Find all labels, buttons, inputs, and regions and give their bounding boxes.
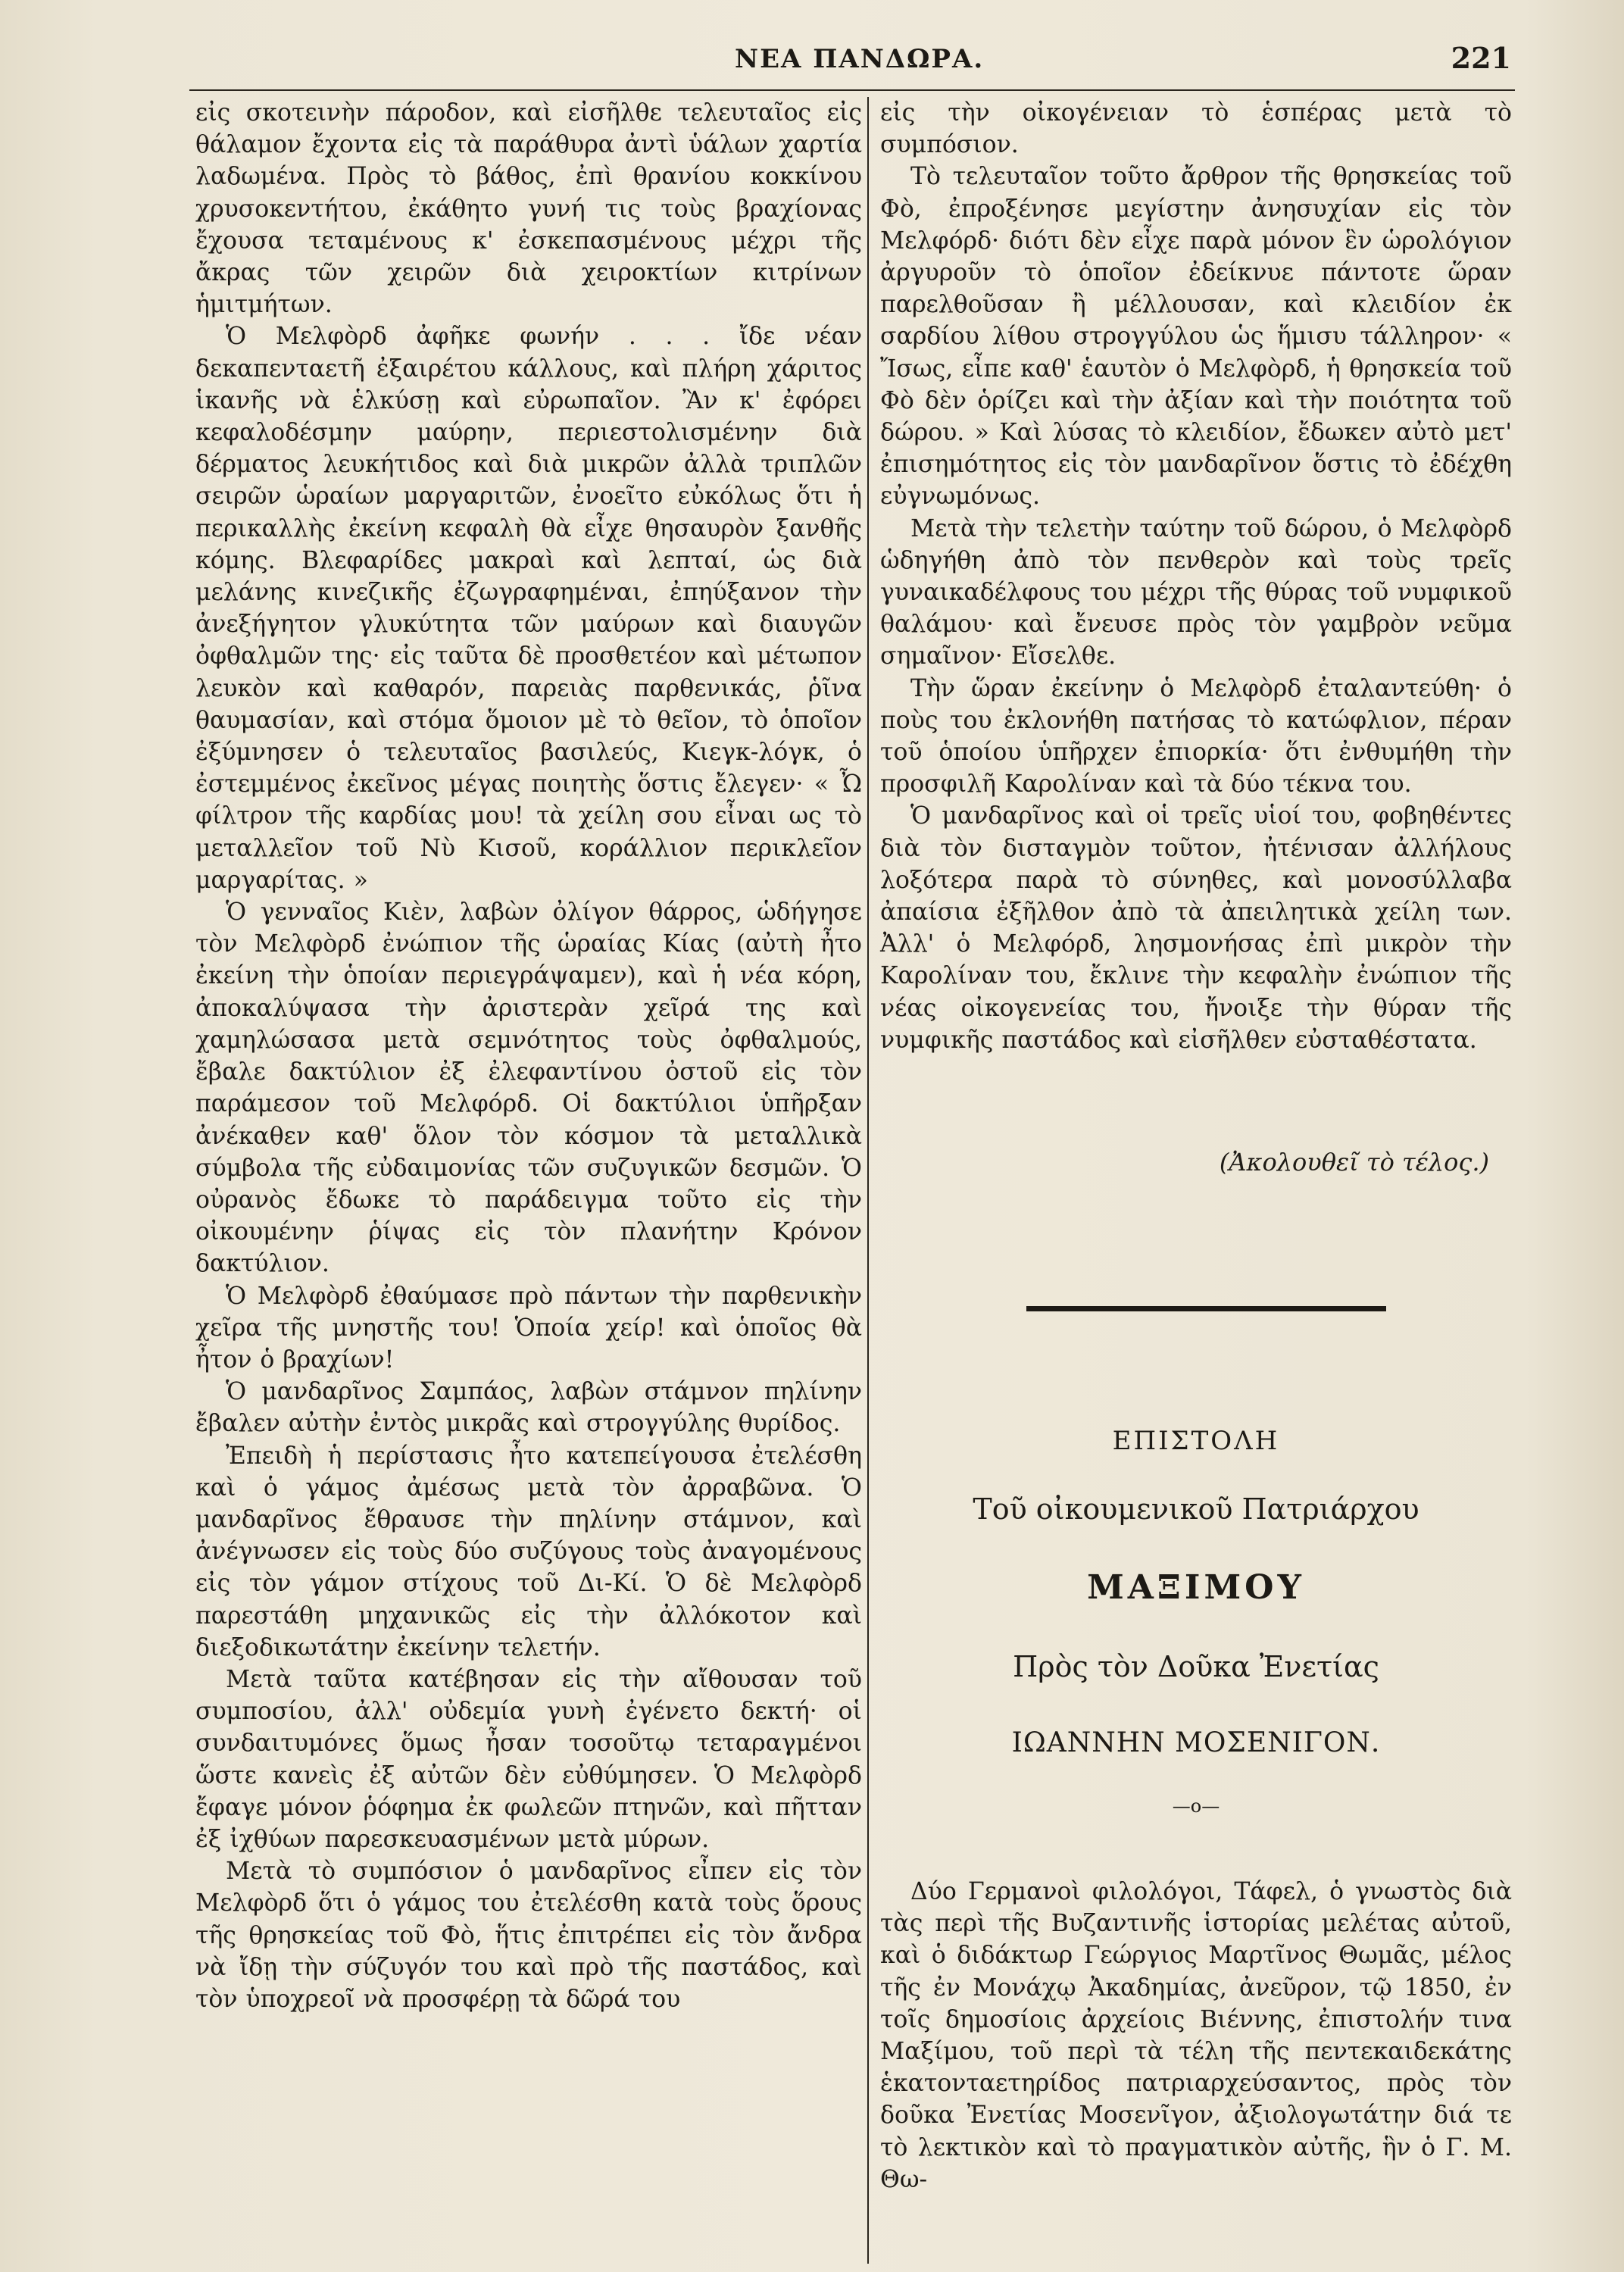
letter-intro bbox=[880, 1876, 1512, 2195]
paragraph: Μετὰ τὴν τελετὴν ταύτην τοῦ δώρου, ὁ Μελφὸρδ ὡδηγήθη ἀπὸ τὸν πενθερὸν καὶ τοὺς τρεῖς γυναικαδέλφους του μέχρι τῆς θύρας τοῦ νυμφικοῦ θαλάμου· καὶ ἔνευσε πρὸς τὸν γαμβρὸν νεῦμα σημαῖνον· Εἴσελθε. bbox=[880, 514, 1512, 670]
paragraph: Τὸ τελευταῖον τοῦτο ἄρθρον τῆς θρησκείας τοῦ Φὸ, ἐπροξένησε μεγίστην ἀνησυχίαν εἰς τὸν Μελφόρδ· διότι δὲν εἶχε παρὰ μόνον ἓν ὡρολόγιον ἀργυροῦν τὸ ὁποῖον ἐδείκνυε πάντοτε ὥραν παρελθοῦσαν ἢ μέλλουσαν, καὶ κλειδίον ἐκ σαρδίου λίθου στρογγύλου ὡς ἥμισυ τάλληρον· « Ἴσως, εἶπε καθ' ἑαυτὸν ὁ Μελφὸρδ, ἡ θρησκεία τοῦ Φὸ δὲν ὁρίζει καὶ τὴν ἀξίαν καὶ τὴν ποιότητα τοῦ δώρου. » Καὶ λύσας τὸ κλειδίον, ἔδωκεν αὐτὸ μετ' ἐπισημότητος εἰς τὸν μανδαρῖνον ὅστις τὸ ἐδέχθη εὐγνωμόνως. bbox=[880, 163, 1512, 511]
paragraph: Ὁ μανδαρῖνος καὶ οἱ τρεῖς υἱοί του, φοβηθέντες διὰ τὸν δισταγμὸν τοῦτον, ἠτένισαν ἀλλήλους λοξότερα παρὰ τὸ σύνηθες, καὶ μονοσύλλαβα ἀπαίσια ἐξῆλθον ἀπὸ τὰ ἀπειλητικὰ χείλη των. Ἀλλ' ὁ Μελφόρδ, λησμονήσας ἐπὶ μικρὸν τὴν Καρολίναν του, ἔκλινε τὴν κεφαλὴν ἐνώπιον τῆς νέας οἰκογενείας του, ἤνοιξε τὴν θύραν τῆς νυμφικῆς παστάδος καὶ εἰσῆλθεν εὐσταθέστατα. bbox=[880, 802, 1512, 1054]
paragraph: εἰς τὴν οἰκογένειαν τὸ ἑσπέρας μετὰ τὸ συμπόσιον. bbox=[880, 99, 1512, 159]
letter-heading-name: ΜΑΞΙΜΟΥ bbox=[1087, 1568, 1305, 1607]
paragraph: εἰς σκοτεινὴν πάροδον, καὶ εἰσῆλθε τελευταῖος εἰς θάλαμον ἔχοντα εἰς τὰ παράθυρα ἀντὶ ὑάλων χαρτία λαδωμένα. Πρὸς τὸ βάθος, ἐπὶ θρανίου κοκκίνου χρυσοκεντήτου, ἐκάθητο γυνή τις τοὺς βραχίονας ἔχουσα τεταμένους κ' ἐσκεπασμένους μέχρι τῆς ἄκρας τῶν χειρῶν διὰ χειροκτίων κιτρίνων ἡμιτμήτων. bbox=[195, 99, 862, 319]
running-title: ΝΕΑ ΠΑΝΔΩΡΑ. bbox=[735, 44, 985, 74]
paragraph: Ὁ Μελφὸρδ ἐθαύμασε πρὸ πάντων τὴν παρθενικὴν χεῖρα τῆς μνηστῆς του! Ὁποία χείρ! καὶ ὁποῖος θὰ ἦτον ὁ βραχίων! bbox=[195, 1282, 862, 1374]
page-header bbox=[189, 41, 1511, 89]
paragraph: Μετὰ τὸ συμπόσιον ὁ μανδαρῖνος εἶπεν εἰς τὸν Μελφὸρδ ὅτι ὁ γάμος του ἐτελέσθη κατὰ τοὺς ὅρους τῆς θρησκείας τοῦ Φὸ, ἥτις ἐπιτρέπει εἰς τὸν ἄνδρα νὰ ἴδῃ τὴν σύζυγόν του καὶ πρὸ τῆς παστάδος, καὶ τὸν ὑποχρεοῖ νὰ προσφέρῃ τὰ δῶρά του bbox=[195, 1858, 862, 2013]
letter-heading-to: Πρὸς τὸν Δοῦκα Ἐνετίας bbox=[1013, 1650, 1379, 1683]
paragraph: Ὁ γενναῖος Κιὲν, λαβὼν ὀλίγον θάρρος, ὡδήγησε τὸν Μελφὸρδ ἐνώπιον τῆς ὡραίας Κίας (αὐτὴ ἦτο ἐκείνη τὴν ὁποίαν περιεγράψαμεν), καὶ ἡ νέα κόρη, ἀποκαλύψασα τὴν ἀριστερὰν χεῖρά της καὶ χαμηλώσασα μετὰ σεμνότητος τοὺς ὀφθαλμούς, ἔβαλε δακτύλιον ἐξ ἐλεφαντίνου ὀστοῦ εἰς τὸν παράμεσον τοῦ Μελφόρδ. Οἱ δακτύλιοι ὑπῆρξαν ἀνέκαθεν καθ' ὅλον τὸν κόσμον τὰ μεταλλικὰ σύμβολα τῆς εὐδαιμονίας τῶν συζυγικῶν δεσμῶν. Ὁ οὐρανὸς ἔδωκε τὸ παράδειγμα τοῦτο εἰς τὴν οἰκουμένην ῥίψας εἰς τὸν πλανήτην Κρόνον δακτύλιον. bbox=[195, 898, 862, 1278]
ornament-mark: —o— bbox=[1172, 1795, 1220, 1817]
letter-heading-word: ΕΠΙΣΤΟΛΗ bbox=[1112, 1426, 1280, 1456]
page-number: 221 bbox=[1451, 41, 1511, 75]
paragraph: Ἐπειδὴ ἡ περίστασις ἦτο κατεπείγουσα ἐτελέσθη καὶ ὁ γάμος ἀμέσως μετὰ τὸν ἀρραβῶνα. Ὁ μανδαρῖνος ἔθραυσε τὴν πηλίνην στάμνον, καὶ ἀνέγνωσεν εἰς τοὺς δύο συζύγους τοὺς ἀναγομένους εἰς τὸν γάμον στίχους τοῦ Δι-Κί. Ὁ δὲ Μελφὸρδ παρεστάθη μηχανικῶς εἰς τὴν ἀλλόκοτον καὶ διεξοδικωτάτην ἐκείνην τελετήν. bbox=[195, 1442, 862, 1661]
letter-heading-from: Τοῦ οἰκουμενικοῦ Πατριάρχου bbox=[973, 1492, 1419, 1526]
section-divider bbox=[1026, 1306, 1386, 1311]
paragraph: Δύο Γερμανοὶ φιλολόγοι, Τάφελ, ὁ γνωστὸς διὰ τὰς περὶ τῆς Βυζαντινῆς ἱστορίας μελέτας αὐτοῦ, καὶ ὁ διδάκτωρ Γεώργιος Μαρτῖνος Θωμᾶς, μέλος τῆς ἐν Μονάχῳ Ἀκαδημίας, ἀνεῦρον, τῷ 1850, ἐν τοῖς δημοσίοις ἀρχείοις Βιέννης, ἐπιστολήν τινα Μαξίμου, τοῦ περὶ τὰ τέλη τῆς πεντεκαιδεκάτης ἑκατονταετηρίδος πατριαρχεύσαντος, πρὸς τὸν δοῦκα Ἐνετίας Μοσενῖγον, ἀξιολογωτάτην διά τε τὸ λεκτικὸν καὶ τὸ πραγματικὸν αὐτῆς, ἣν ὁ Γ. Μ. Θω- bbox=[880, 1878, 1512, 2193]
paragraph: Τὴν ὥραν ἐκείνην ὁ Μελφὸρδ ἐταλαντεύθη· ὁ ποὺς του ἐκλονήθη πατήσας τὸ κατώφλιον, πέραν τοῦ ὁποίου ὑπῆρχεν ἐπιορκία· ὅτι ἐνθυμήθη τὴν προσφιλῆ Καρολίναν καὶ τὰ δύο τέκνα του. bbox=[880, 674, 1512, 798]
header-rule bbox=[189, 89, 1515, 91]
column-divider bbox=[867, 97, 869, 2264]
paragraph: Ὁ μανδαρῖνος Σαμπάος, λαβὼν στάμνον πηλίνην ἔβαλεν αὐτὴν ἐντὸς μικρᾶς καὶ στρογγύλης θυρίδος. bbox=[195, 1378, 862, 1438]
right-column bbox=[880, 97, 1512, 1056]
continued-note: (Ἀκολουθεῖ τὸ τέλος.) bbox=[1219, 1148, 1489, 1177]
letter-heading-recipient: ΙΩΑΝΝΗΝ ΜΟΣΕΝΙΓΟΝ. bbox=[1011, 1727, 1381, 1758]
left-column bbox=[195, 97, 862, 2015]
paragraph: Μετὰ ταῦτα κατέβησαν εἰς τὴν αἴθουσαν τοῦ συμποσίου, ἀλλ' οὐδεμία γυνὴ ἐγένετο δεκτή· οἱ συνδαιτυμόνες ὅμως ἦσαν τοσοῦτῳ τεταραγμένοι ὥστε κανεὶς ἐξ αὐτῶν δὲν εὐθύμησεν. Ὁ Μελφὸρδ ἔφαγε μόνον ῥόφημα ἐκ φωλεῶν πτηνῶν, καὶ πῆτταν ἐξ ἰχθύων παρεσκευασμένων μετὰ μύρων. bbox=[195, 1665, 862, 1853]
paragraph: Ὁ Μελφὸρδ ἀφῆκε φωνήν . . . ἴδε νέαν δεκαπενταετῆ ἐξαιρέτου κάλλους, καὶ πλήρη χάριτος ἱκανῆς νὰ ἑλκύσῃ καὶ εὐρωπαῖον. Ἂν κ' ἐφόρει κεφαλοδέσμην μαύρην, περιεστολισμένην διὰ δέρματος λευκήτιδος καὶ διὰ μικρῶν ἀλλὰ τριπλῶν σειρῶν ὡραίων μαργαριτῶν, ἐνοεῖτο εὐκόλως ὅτι ἡ περικαλλὴς ἐκείνη κεφαλὴ θὰ εἶχε θησαυρὸν ξανθῆς κόμης. Βλεφαρίδες μακραὶ καὶ λεπταί, ὡς διὰ μελάνης κινεζικῆς ἐζωγραφημέναι, ἐπηύξανον τὴν ἀνεξήγητον γλυκύτητα τῶν μαύρων καὶ διαυγῶν ὀφθαλμῶν της· εἰς ταῦτα δὲ προσθετέον καὶ μέτωπον λευκὸν καὶ καθαρόν, παρειὰς παρθενικάς, ῥῖνα θαυμασίαν, καὶ στόμα ὅμοιον μὲ τὸ θεῖον, τὸ ὁποῖον ἐξύμνησεν ὁ τελευταῖος βασιλεύς, Κιεγκ-λόγκ, ὁ ἐστεμμένος ἐκεῖνος μέγας ποιητὴς ὅστις ἔλεγεν· « Ὦ φίλτρον τῆς καρδίας μου! τὰ χείλη σου εἶναι ως τὸ μεταλλεῖον τοῦ Νὺ Κισοῦ, κοράλλιον περικλεῖον μαργαρίτας. » bbox=[195, 323, 862, 894]
